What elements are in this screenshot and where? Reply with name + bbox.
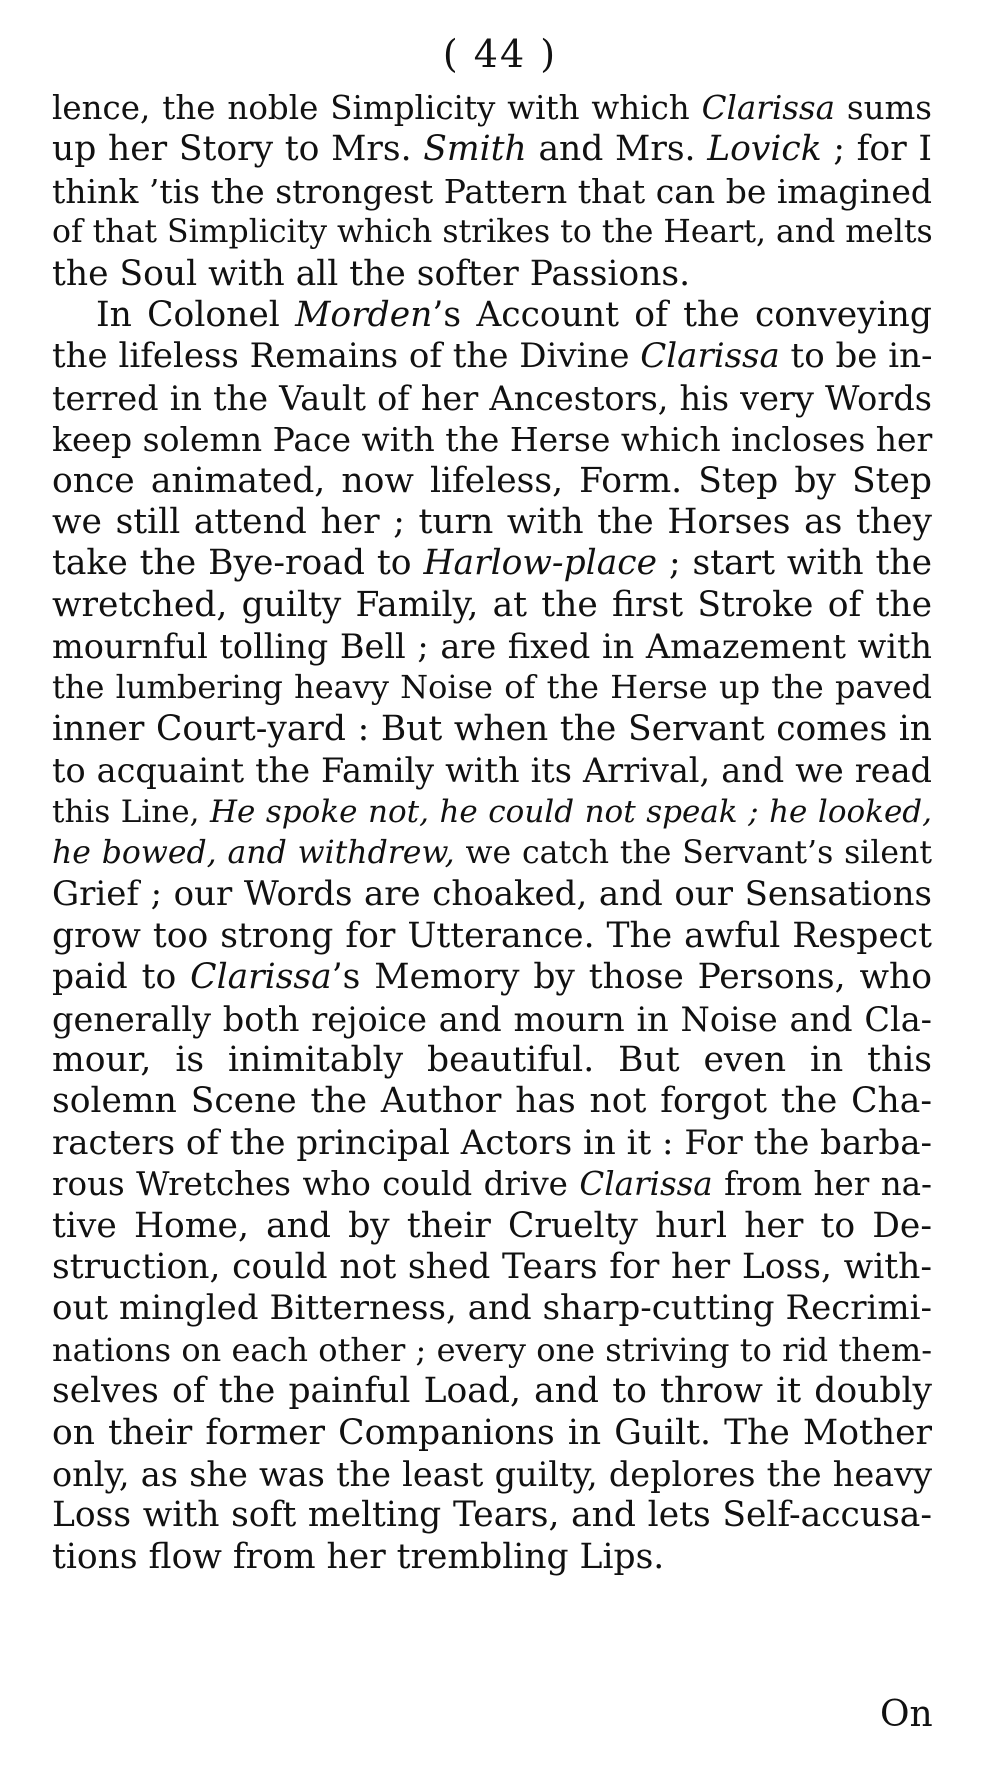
- text-run: ’s Account of the conveying: [432, 294, 932, 335]
- text-line: [52, 254, 932, 295]
- text-line: [52, 419, 932, 460]
- text-run: the Soul with all the softer Passions.: [52, 253, 691, 294]
- text-run: we catch the Servant’s silent: [454, 835, 932, 872]
- text-run: generally both rejoice and mourn in Noise and Cla-: [52, 999, 932, 1039]
- text-run: nations on each other ; every one striving to rid them-: [52, 1330, 932, 1369]
- text-run: Harlow-place: [423, 543, 658, 584]
- body-text: [52, 88, 932, 1578]
- text-run: Morden: [295, 294, 433, 335]
- text-line: [52, 999, 932, 1040]
- text-line: [52, 916, 932, 957]
- text-run: ; for I: [821, 129, 933, 170]
- text-run: to be in-: [779, 336, 933, 377]
- text-line: [52, 1164, 932, 1205]
- text-line: [52, 543, 932, 584]
- text-run: to acquaint the Family with its Arrival, and we read: [52, 751, 932, 791]
- text-run: this Line,: [52, 793, 210, 830]
- text-line: [52, 129, 932, 170]
- text-run: wretched, guilty Family, at the first Stroke of the: [52, 584, 932, 625]
- text-run: ’s Memory by those Persons, who: [331, 957, 932, 998]
- text-line: [52, 585, 932, 626]
- text-run: up her Story to Mrs.: [52, 129, 424, 170]
- text-run: grow too strong for Utterance. The awful Respect: [52, 915, 932, 956]
- text-line: [52, 1288, 932, 1329]
- text-run: paid to: [52, 957, 191, 998]
- text-run: the lumbering heavy Noise of the Herse up the paved: [52, 668, 932, 707]
- text-run: once animated, now lifeless, Form. Step by Step: [52, 460, 932, 501]
- text-line: [52, 792, 932, 833]
- text-line: [52, 212, 932, 253]
- catchword: On: [880, 1694, 933, 1735]
- text-run: tions flow from her trembling Lips.: [52, 1536, 665, 1577]
- text-line: [52, 502, 932, 543]
- text-line: [52, 1371, 932, 1412]
- text-run: think ’tis the strongest Pattern that can be imagined: [52, 171, 932, 211]
- text-line: [52, 874, 932, 915]
- text-line: [52, 88, 932, 129]
- text-run: we still attend her ; turn with the Horses as they: [52, 501, 932, 542]
- text-run: solemn Scene the Author has not forgot the Cha-: [52, 1081, 932, 1122]
- text-run: Lovick: [707, 129, 822, 170]
- text-run: terred in the Vault of her Ancestors, his very Words: [52, 378, 932, 418]
- text-run: Smith: [423, 129, 527, 170]
- text-line: [52, 1330, 932, 1371]
- text-line: [52, 1495, 932, 1536]
- text-run: Clarissa: [701, 89, 835, 127]
- text-run: ; start with the: [657, 543, 932, 584]
- text-line: [52, 957, 932, 998]
- text-run: on their former Companions in Guilt. The Mother: [52, 1412, 932, 1453]
- text-line: [52, 461, 932, 502]
- text-run: Clarissa: [579, 1165, 713, 1204]
- text-line: [52, 1537, 932, 1578]
- text-line: [52, 626, 932, 667]
- text-run: rous Wretches who could drive: [52, 1165, 580, 1204]
- text-run: and Mrs.: [526, 129, 708, 170]
- text-run: of that Simplicity which strikes to the Heart, and melts: [52, 214, 933, 251]
- text-line: [52, 833, 932, 874]
- text-run: Grief ; our Words are choaked, and our Sensations: [52, 874, 932, 915]
- page-number: ( 44 ): [442, 32, 558, 76]
- text-line: [52, 1081, 932, 1122]
- text-run: Clarissa: [640, 336, 780, 377]
- text-line: [52, 750, 932, 791]
- text-run: only, as she was the least guilty, deplores the heavy: [52, 1454, 932, 1494]
- text-run: lence, the noble Simplicity with which: [52, 89, 702, 127]
- text-line: [52, 1040, 932, 1081]
- text-run: Loss with soft melting Tears, and lets Self-accusa-: [52, 1495, 932, 1536]
- text-line: [52, 171, 932, 212]
- text-run: inner Court-yard : But when the Servant comes in: [52, 708, 932, 749]
- text-run: struction, could not shed Tears for her Loss, with-: [52, 1246, 932, 1287]
- text-run: tive Home, and by their Cruelty hurl her to De-: [52, 1205, 932, 1246]
- text-run: selves of the painful Load, and to throw it doubly: [52, 1371, 932, 1412]
- text-line: [52, 709, 932, 750]
- text-line: [52, 1454, 932, 1495]
- text-run: He spoke not, he could not speak ; he looked,: [209, 793, 932, 830]
- text-run: In Colonel: [96, 294, 296, 335]
- text-run: he bowed, and withdrew,: [52, 835, 455, 872]
- text-run: out mingled Bitterness, and sharp-cutting Recrimi-: [52, 1288, 932, 1329]
- text-run: from her na-: [712, 1165, 932, 1204]
- text-line: [52, 1123, 932, 1164]
- text-line: [52, 336, 932, 377]
- text-run: racters of the principal Actors in it : For the barba-: [52, 1122, 932, 1163]
- text-line: [52, 1206, 932, 1247]
- text-run: mour, is inimitably beautiful. But even in this: [52, 1039, 932, 1080]
- text-run: keep solemn Pace with the Herse which incloses her: [52, 420, 933, 460]
- text-line: [52, 1247, 932, 1288]
- text-line: [52, 378, 932, 419]
- text-run: take the Bye-road to: [52, 543, 424, 584]
- text-line: [52, 667, 932, 708]
- text-run: the lifeless Remains of the Divine: [52, 336, 641, 377]
- text-run: Clarissa: [190, 957, 332, 998]
- text-run: mournful tolling Bell ; are fixed in Amazement with: [52, 627, 932, 667]
- text-line: [52, 295, 932, 336]
- text-run: sums: [834, 89, 932, 127]
- text-line: [52, 1413, 932, 1454]
